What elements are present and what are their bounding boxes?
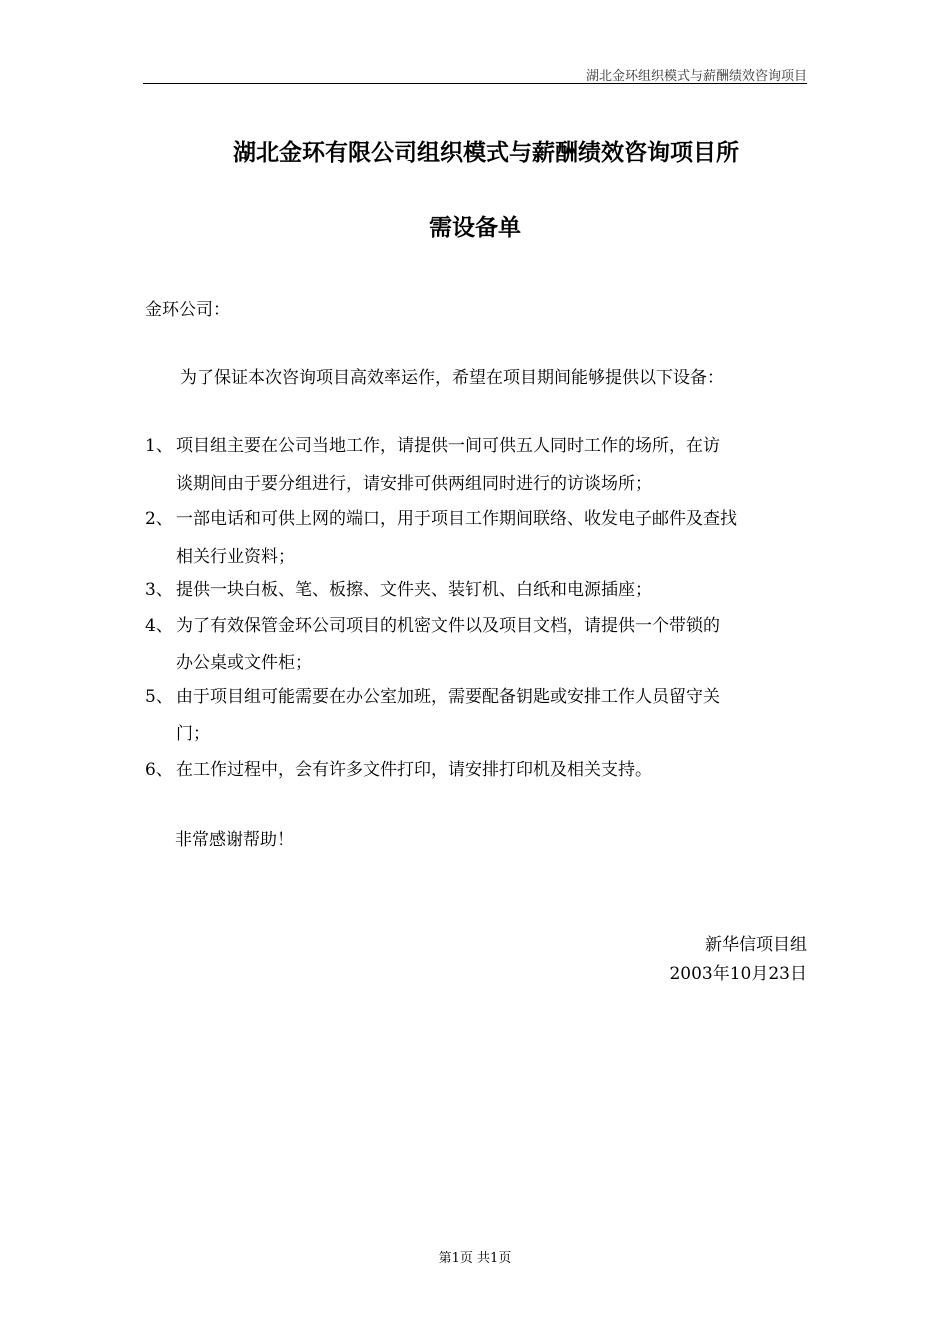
list-item-number: 6、 <box>145 760 173 780</box>
signature-name: 新华信项目组 <box>705 935 807 955</box>
list-item-text-continued: 门； <box>176 724 210 744</box>
document-title-line-1: 湖北金环有限公司组织模式与薪酬绩效咨询项目所 <box>233 140 739 166</box>
list-item-number: 5、 <box>145 687 173 707</box>
list-item-text-continued: 谈期间由于要分组进行，请安排可供两组同时进行的访谈场所； <box>176 474 652 494</box>
list-item-number: 1、 <box>145 436 173 456</box>
page-footer: 第1页 共1页 <box>438 1251 512 1266</box>
list-item-text: 提供一块白板、笔、板擦、文件夹、装钉机、白纸和电源插座； <box>176 580 652 600</box>
salutation: 金环公司： <box>145 300 230 320</box>
list-item-text: 为了有效保管金环公司项目的机密文件以及项目文档，请提供一个带锁的 <box>176 616 720 636</box>
list-item-text-continued: 相关行业资料； <box>176 547 295 567</box>
list-item-text: 一部电话和可供上网的端口，用于项目工作期间联络、收发电子邮件及查找 <box>176 509 737 529</box>
intro-paragraph: 为了保证本次咨询项目高效率运作，希望在项目期间能够提供以下设备： <box>180 368 724 388</box>
list-item-text: 在工作过程中，会有许多文件打印，请安排打印机及相关支持。 <box>176 760 652 780</box>
document-title-line-2: 需设备单 <box>429 215 521 241</box>
list-item-text: 项目组主要在公司当地工作，请提供一间可供五人同时工作的场所，在访 <box>176 436 720 456</box>
header-divider <box>143 83 807 84</box>
signature-date: 2003年10月23日 <box>669 964 807 984</box>
list-item-number: 3、 <box>145 580 173 600</box>
list-item-number: 2、 <box>145 509 173 529</box>
list-item-text: 由于项目组可能需要在办公室加班，需要配备钥匙或安排工作人员留守关 <box>176 687 720 707</box>
list-item-text-continued: 办公桌或文件柜； <box>176 653 312 673</box>
thanks-line: 非常感谢帮助！ <box>175 830 294 850</box>
running-header: 湖北金环组织模式与薪酬绩效咨询项目 <box>585 69 807 84</box>
list-item-number: 4、 <box>145 616 173 636</box>
